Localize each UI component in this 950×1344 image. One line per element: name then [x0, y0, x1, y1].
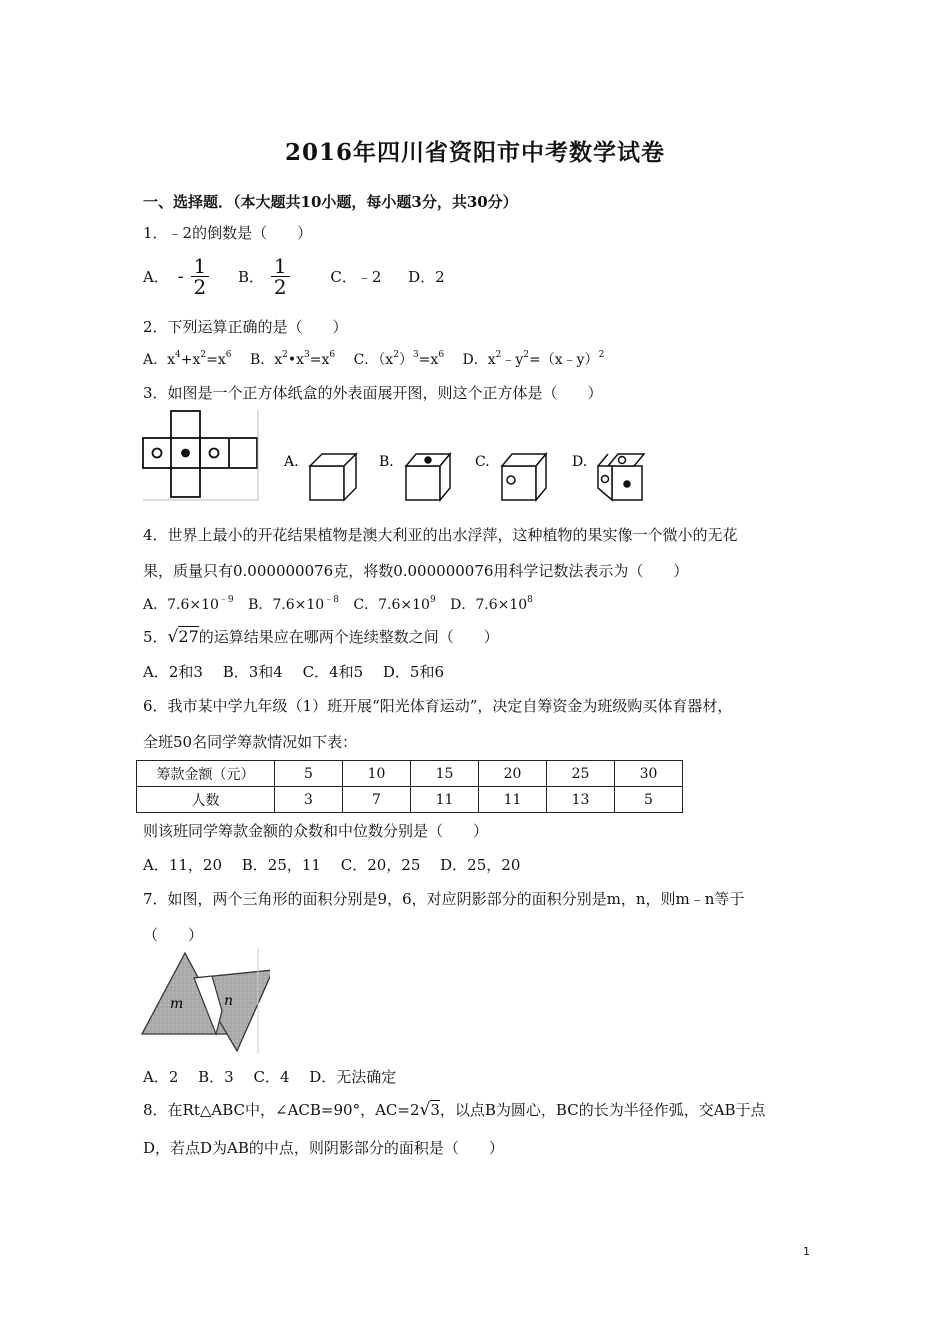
- table-row: [137, 787, 683, 813]
- q3-c-label: C.: [475, 454, 490, 470]
- cube-a-figure: [310, 454, 356, 500]
- q4-b-base: B．7.6×10: [248, 597, 325, 613]
- q1-options: [143, 256, 445, 297]
- q2-c-exp: 2: [393, 350, 399, 360]
- cube-c-figure: [502, 454, 546, 500]
- q4-options: [143, 594, 533, 614]
- q2-a-part: +x: [180, 352, 201, 368]
- q8-stem-part: ，以点B为圆心，BC的长为半径作弧，交AB于点: [439, 1101, 766, 1119]
- table-header-cell: 人数: [137, 787, 275, 813]
- q5-options: A．2和3 B．3和4 C．4和5 D．5和6: [143, 663, 445, 681]
- q1-a-label: A．: [143, 268, 169, 286]
- cube-net-figure: [143, 411, 257, 497]
- q2-a-exp: 6: [225, 350, 232, 360]
- q4-stem-line2: 果，质量只有0.000000076克，将数0.000000076用科学记数法表示为（ ）: [143, 562, 689, 580]
- q1-a-fraction: [191, 256, 210, 297]
- q5-stem: [143, 626, 499, 647]
- q2-c-part: =x: [418, 352, 439, 368]
- q8-radicand: 3: [430, 1101, 440, 1119]
- q7-options: A．2 B．3 C．4 D．无法确定: [143, 1068, 397, 1086]
- q2-b-part: •x: [287, 352, 305, 368]
- q4-stem-line1: 4．世界上最小的开花结果植物是澳大利亚的出水浮萍，这种植物的果实像一个微小的无花: [143, 526, 738, 544]
- q2-d-exp: 2: [495, 350, 502, 360]
- q3-a-label: A.: [284, 454, 299, 470]
- q7-stem-line1: 7．如图，两个三角形的面积分别是9，6，对应阴影部分的面积分别是m，n，则m﹣n等于: [143, 890, 745, 908]
- q7-triangles-figure: [140, 948, 270, 1056]
- q2-b-exp: 2: [282, 350, 288, 360]
- q6-question: 则该班同学筹款金额的众数和中位数分别是（ ）: [143, 822, 489, 840]
- table-cell: 15: [411, 761, 479, 787]
- q2-d-part: D．x: [462, 352, 496, 368]
- table-cell: 10: [343, 761, 411, 787]
- q6-stem-line1: 6．我市某中学九年级（1）班开展“阳光体育运动”，决定自筹资金为班级购买体育器材，: [143, 697, 733, 715]
- table-header-cell: 筹款金额（元）: [137, 761, 275, 787]
- q4-a-base: A．7.6×10: [143, 597, 219, 613]
- q2-d-exp: 2: [523, 350, 530, 360]
- table-cell: 5: [615, 787, 683, 813]
- q2-a-exp: 2: [200, 350, 207, 360]
- radical-sign-icon: √: [419, 1100, 431, 1120]
- q1-d-option: D．2: [408, 268, 445, 286]
- q2-b-exp: 6: [329, 350, 336, 360]
- q8-stem-line2: D，若点D为AB的中点，则阴影部分的面积是（ ）: [143, 1139, 504, 1157]
- q4-c-base: C．7.6×10: [353, 597, 430, 613]
- q1-b-numerator: 1: [271, 256, 290, 277]
- q1-a-sign: -: [177, 266, 184, 287]
- q2-d-part: =（x﹣y）: [529, 352, 599, 368]
- q1-a-numerator: 1: [191, 256, 210, 277]
- q2-d-part: ﹣y: [501, 352, 524, 368]
- q3-b-label: B.: [379, 454, 394, 470]
- section-heading: 一、选择题．（本大题共10小题，每小题3分，共30分）: [143, 193, 518, 211]
- donation-table: [136, 760, 683, 813]
- q4-d-base: D．7.6×10: [450, 597, 528, 613]
- q2-stem: 2．下列运算正确的是（ ）: [143, 318, 348, 336]
- table-cell: 5: [275, 761, 343, 787]
- q1-a-denominator: 2: [193, 275, 207, 299]
- q5-number: 5．: [143, 628, 168, 646]
- q2-c-part: ）: [398, 352, 413, 368]
- q4-c-exp: 9: [429, 595, 436, 605]
- table-cell: 25: [547, 761, 615, 787]
- q1-b-label: B．: [238, 268, 265, 286]
- q7-stem-line2: （ ）: [143, 926, 204, 944]
- q3-d-label: D.: [572, 454, 588, 470]
- q3-stem: 3．如图是一个正方体纸盒的外表面展开图，则这个正方体是（ ）: [143, 384, 603, 402]
- q2-a-part: A．x: [143, 352, 176, 368]
- q3-figures: [140, 408, 660, 504]
- table-cell: 3: [275, 787, 343, 813]
- table-cell: 20: [479, 761, 547, 787]
- table-cell: 11: [479, 787, 547, 813]
- q2-b-exp: 3: [304, 350, 310, 360]
- cube-d-figure: [598, 454, 644, 500]
- page-title: 2016年四川省资阳市中考数学试卷: [284, 139, 665, 166]
- table-row: [137, 761, 683, 787]
- q6-options: A．11，20 B．25，11 C．20，25 D．25，20: [143, 856, 521, 874]
- q2-b-part: =x: [309, 352, 330, 368]
- q4-a-exp: ﹣9: [218, 595, 234, 605]
- q5-radicand: 27: [178, 627, 199, 646]
- table-cell: 11: [411, 787, 479, 813]
- q2-c-part: C．（x: [353, 352, 394, 368]
- q5-stem-rest: 的运算结果应在哪两个连续整数之间（ ）: [198, 628, 499, 646]
- label-m: m: [170, 996, 184, 1012]
- q8-stem-part: 8．在Rt△ABC中，∠ACB=90°，AC=2: [143, 1101, 420, 1119]
- page-number: 1: [803, 1245, 810, 1258]
- q1-c-option: C．﹣2: [330, 268, 382, 286]
- table-cell: 30: [615, 761, 683, 787]
- q2-a-exp: 4: [175, 350, 181, 360]
- table-cell: 7: [343, 787, 411, 813]
- q2-c-exp: 6: [438, 350, 445, 360]
- q1-stem: 1．﹣2的倒数是（ ）: [143, 224, 313, 242]
- q2-d-exp: 2: [598, 350, 605, 360]
- q4-d-exp: 8: [527, 595, 533, 605]
- radical-sign-icon: √: [167, 627, 179, 647]
- q6-stem-line2: 全班50名同学筹款情况如下表：: [143, 733, 358, 751]
- q8-stem-line1: [143, 1099, 766, 1120]
- q1-b-fraction: [271, 256, 290, 297]
- table-cell: 13: [547, 787, 615, 813]
- label-n: n: [224, 993, 234, 1009]
- q2-b-part: B．x: [249, 352, 283, 368]
- q2-c-exp: 3: [412, 350, 419, 360]
- q1-b-denominator: 2: [273, 275, 287, 299]
- cube-b-figure: [406, 454, 450, 500]
- q4-b-exp: ﹣8: [324, 595, 339, 605]
- q2-options: [143, 349, 604, 369]
- q2-a-part: =x: [206, 352, 226, 368]
